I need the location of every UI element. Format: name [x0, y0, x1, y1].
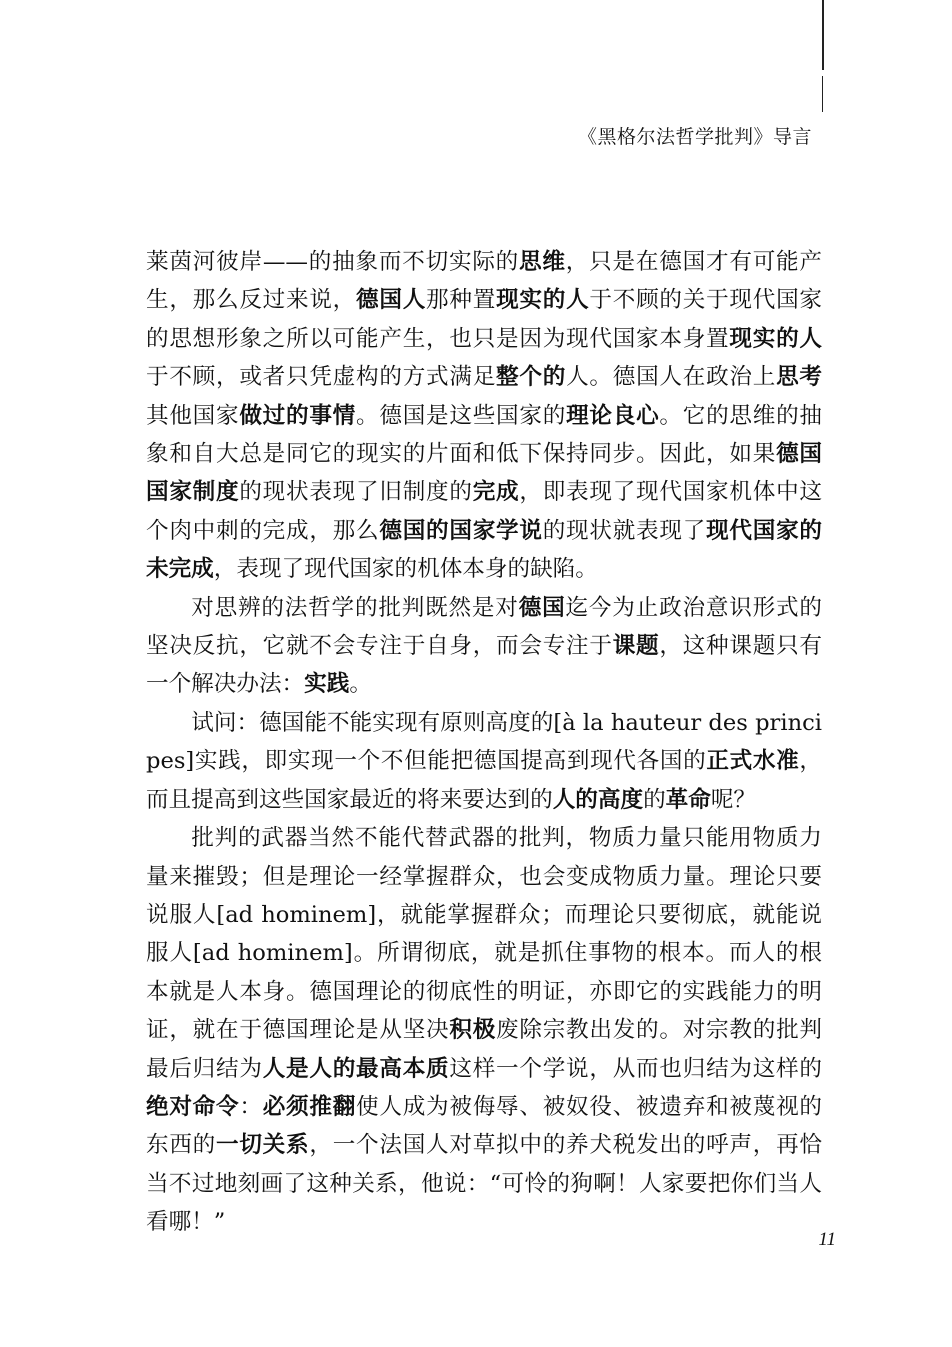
text-run: 那种置: [426, 287, 497, 314]
text-run: 这样一个学说，从而也归结为这样的: [449, 1055, 823, 1082]
emphasis-text: 积极: [449, 1017, 497, 1044]
emphasis-text: 德国: [518, 594, 566, 621]
text-run: ，而且提高到这些国家最近的将来要达到的: [146, 748, 822, 813]
emphasis-text: 实践: [304, 671, 350, 698]
text-run: 呢？: [710, 786, 757, 813]
emphasis-text: 一切关系: [216, 1132, 310, 1159]
text-run: 的: [643, 786, 666, 813]
emphasis-text: 现实的人: [496, 287, 590, 314]
page-edge-rule: [822, 76, 823, 112]
running-header: 《黑格尔法哲学批判》导言: [577, 126, 812, 148]
emphasis-text: 德国的国家学说: [379, 517, 543, 544]
emphasis-text: 德国国家制度: [146, 441, 823, 506]
emphasis-text: 做过的事情: [239, 402, 357, 429]
text-run: 于不顾，或者只凭虚构的方式满足: [146, 364, 497, 391]
emphasis-text: 课题: [612, 633, 660, 660]
page-number: 11: [818, 1229, 836, 1250]
paragraph-2: [146, 589, 822, 704]
text-run: 莱茵河彼岸——的抽象而不切实际的: [146, 249, 520, 275]
body-text: [146, 243, 822, 1242]
text-run: 的现状就表现了: [542, 517, 707, 544]
emphasis-text: 绝对命令: [146, 1093, 240, 1120]
emphasis-text: 革命: [665, 786, 711, 813]
page-edge-rule: [822, 0, 824, 70]
emphasis-text: 完成: [472, 479, 520, 506]
emphasis-text: 人的高度: [552, 786, 644, 813]
paragraph-3: [146, 704, 822, 819]
text-run: 废除宗教出发的。对宗教的批判最后归结为: [146, 1017, 823, 1082]
text-run: 使人成为被侮辱、被奴役、被遗弃和被蔑视的东西的: [146, 1093, 823, 1159]
emphasis-text: 思考: [776, 364, 823, 391]
text-run: ：: [239, 1093, 263, 1120]
emphasis-text: 现实的人: [729, 325, 823, 352]
text-run: 人。德国人在政治上: [566, 364, 777, 391]
emphasis-text: 德国人: [356, 287, 427, 314]
text-run: 于不顾的关于现代国家的思想形象之所以可能产生，也只是因为现代国家本身置: [146, 287, 823, 352]
emphasis-text: 理论良心: [566, 402, 660, 429]
paragraph-4: [146, 819, 822, 1241]
paragraph-1: [146, 243, 822, 589]
emphasis-text: 现代国家的未完成: [146, 517, 823, 583]
text-run: 迄今为止政治意识形式的坚决反抗，它就不会专注于自身，而会专注于: [146, 594, 823, 660]
text-run: ，表现了现代国家的机体本身的缺陷。: [213, 556, 598, 583]
emphasis-text: 必须推翻: [262, 1093, 357, 1120]
text-run: 。: [349, 671, 372, 698]
text-run: ，这种课题只有一个解决办法：: [146, 633, 822, 698]
text-run: 。它的思维的抽象和自大总是同它的现实的片面和低下保持同步。因此，如果: [146, 402, 823, 468]
text-run: 的现状表现了旧制度的: [239, 479, 473, 506]
text-run: ，即表现了现代国家机体中这个肉中刺的完成，那么: [146, 479, 822, 544]
text-run: ，只是在德国才有可能产生，那么反过来说，: [146, 249, 823, 314]
text-run: 批判的武器当然不能代替武器的批判，物质力量只能用物质力量来摧毁；但是理论一经掌握群众，也会变成物质力量。理论只要说服人[ad hominem]，就能掌握群众；而理论只要彻底，就能说服人[ad hominem]。所谓彻底，就是抓住事物的根本。而人的根本就是人本身。德国理论的彻底性的明证，亦即它的实践能力的明证，就在于德国理论是从坚决: [146, 825, 822, 1044]
text-run: ，一个法国人对草拟中的养犬税发出的呼声，再恰当不过地刻画了这种关系，他说：“可怜的狗啊！人家要把你们当人看哪！”: [146, 1132, 823, 1236]
text-run: 对思辨的法哲学的批判既然是对: [191, 594, 519, 621]
emphasis-text: 整个的: [496, 364, 567, 391]
text-run: 。德国是这些国家的: [356, 402, 567, 429]
emphasis-text: 人是人的最高本质: [262, 1055, 450, 1082]
emphasis-text: 思维: [519, 249, 566, 275]
text-run: 试问：德国能不能实现有原则高度的[à la hauteur des principes]实践，即实现一个不但能把德国提高到现代各国的: [146, 709, 822, 775]
text-run: 其他国家: [146, 402, 240, 429]
emphasis-text: 正式水准: [706, 748, 800, 775]
